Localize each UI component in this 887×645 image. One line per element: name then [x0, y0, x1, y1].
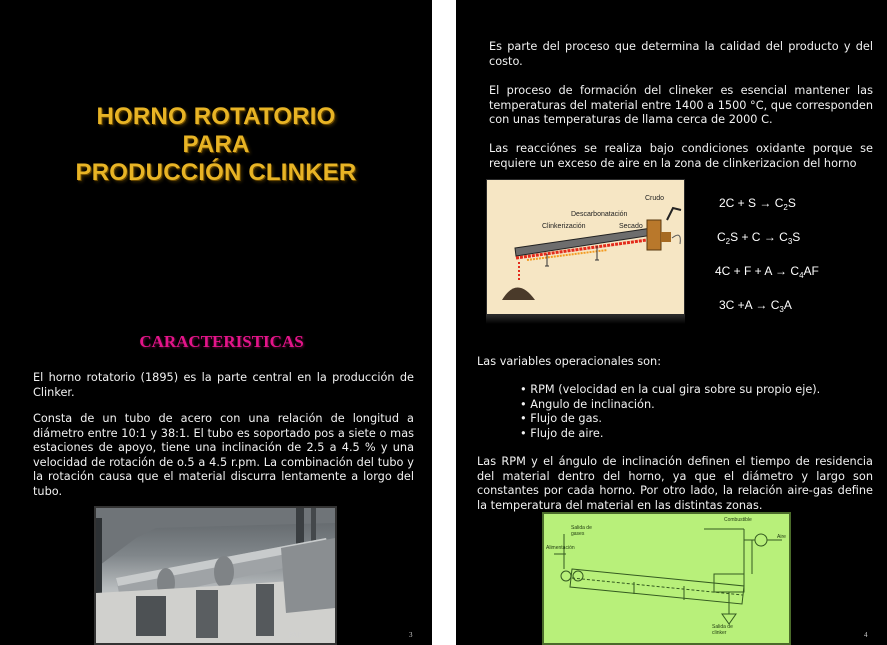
- intro-paragraph: El horno rotatorio (1895) es la parte central en la producción de Clinker.: [33, 371, 414, 399]
- reaction-1-lhs: 2C + S: [719, 196, 757, 210]
- reaction-3-product: C: [790, 264, 800, 278]
- title-line-3: PRODUCCIÓN CLINKER: [75, 159, 357, 186]
- reaction-4-product: C: [770, 298, 780, 312]
- reaction-2-product: C: [779, 230, 788, 244]
- description-paragraph: Consta de un tubo de acero con una relación de longitud a diámetro entre 10:1 y 38:1. El tubo es soportado pos a siete o mas estaciones de apoyo, tiene una inclinación de 2.5 a 4.5 % y una velocidad de rotación de o.5 a 4.5 r.pm. La combinación del tubo y la rotación causa que el material discurra lentamente a lorgo del tubo.: [33, 412, 414, 498]
- reaction-1-arrow: →: [759, 196, 772, 210]
- label-combustible: Combustible: [724, 517, 752, 523]
- temperature-paragraph: El proceso de formación del clineker es esencial mantener las temperaturas del material entre 1400 a 1500 °C, que corresponden con unas temperaturas de llama cerca de 2000 C.: [489, 84, 873, 127]
- reaction-1-product: C: [774, 196, 784, 210]
- reaction-2-lhs-main: C: [717, 230, 726, 244]
- footer-label: PAP: [289, 631, 302, 639]
- reaction-2-lhs-rest: S + C: [730, 230, 761, 244]
- main-title: [40, 103, 392, 187]
- label-alimentacion: Alimentación: [546, 545, 575, 551]
- reaction-2-lhs-sub: 2: [725, 237, 731, 246]
- reaction-3-arrow: →: [775, 264, 788, 278]
- variables-list: [520, 383, 820, 441]
- reaction-3-lhs: 4C + F + A: [715, 264, 772, 278]
- list-item: • Flujo de gas.: [520, 412, 820, 427]
- label-crudo: Crudo: [645, 195, 665, 202]
- reaction-3: [715, 264, 819, 278]
- list-item: • RPM (velocidad en la cual gira sobre su propio eje).: [520, 383, 820, 398]
- kiln-photo-illustration: [96, 508, 335, 643]
- left-page: [0, 0, 432, 645]
- page-number: 4: [864, 631, 868, 639]
- label-descarbonatacion: Descarbonatación: [571, 211, 628, 218]
- reaction-4-lhs: 3C +A: [719, 298, 753, 312]
- reaction-4: [719, 298, 792, 312]
- title-line-2: PARA: [182, 131, 250, 158]
- variables-intro: Las variables operacionales son:: [477, 355, 662, 368]
- reactions-paragraph: Las reacciónes se realiza bajo condiciones oxidante porque se requiere un exceso de aire en la zona de clinkerizacion del horno: [489, 142, 873, 170]
- kiln-flow-diagram: [542, 512, 791, 645]
- reaction-3-product-sub: 4: [799, 271, 804, 280]
- label-salida-gases: Salida de gases: [571, 525, 592, 537]
- closing-paragraph: Las RPM y el ángulo de inclinación definen el tiempo de residencia del material dentro del horno, ya que el diámetro y largo son constantes por cada horno. Por otro lado, la relación aire-gas define la temperatura del material en las distintas zonas.: [477, 455, 873, 512]
- reaction-1-product-sub: 2: [783, 203, 788, 212]
- reaction-2-product-rest: S: [792, 230, 801, 244]
- reaction-4-arrow: →: [755, 298, 768, 312]
- label-clinkerizacion: Clinkerización: [542, 223, 586, 230]
- reaction-2: [717, 230, 800, 244]
- page-number: 3: [409, 631, 413, 639]
- reaction-4-product-rest: A: [783, 298, 792, 312]
- list-item: • Angulo de inclinación.: [520, 398, 820, 413]
- diagram-shadow: [486, 315, 685, 324]
- label-salida-clinker: Salida de clinker: [712, 624, 733, 636]
- right-page: [456, 0, 887, 645]
- reaction-2-product-sub: 3: [787, 237, 793, 246]
- section-heading: CARACTERISTICAS: [139, 332, 304, 351]
- label-secado: Secado: [619, 223, 643, 230]
- quality-paragraph: Es parte del proceso que determina la calidad del producto y del costo.: [489, 40, 873, 68]
- list-item: • Flujo de aire.: [520, 427, 820, 442]
- reaction-1-product-rest: S: [787, 196, 796, 210]
- reaction-2-arrow: →: [763, 230, 776, 244]
- reaction-3-product-rest: AF: [803, 264, 819, 278]
- title-line-1: HORNO ROTATORIO: [96, 103, 336, 130]
- rotary-kiln-photo: [94, 506, 337, 645]
- reaction-4-product-sub: 3: [779, 305, 784, 314]
- label-aire: Aire: [777, 534, 786, 540]
- kiln-process-diagram: [486, 179, 685, 315]
- reaction-1: [719, 196, 796, 210]
